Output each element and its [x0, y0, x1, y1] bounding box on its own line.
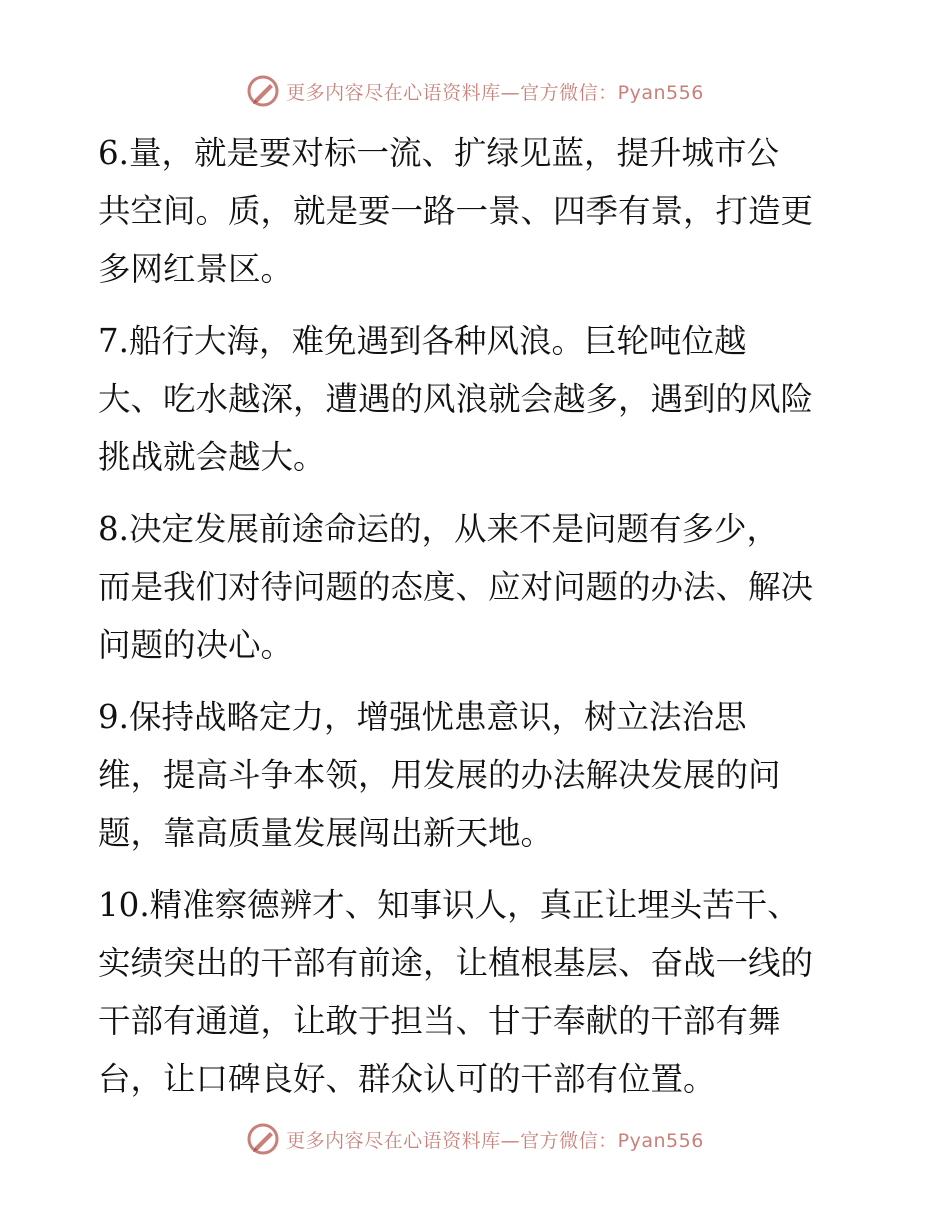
paragraph-8 — [98, 500, 858, 674]
pen-seal-icon — [246, 1122, 280, 1156]
text-line: 题，靠高质量发展闯出新天地。 — [98, 814, 554, 852]
paragraph-7 — [98, 312, 858, 486]
document-body — [98, 124, 858, 1122]
paragraph-10 — [98, 876, 858, 1108]
text-line: 实绩突出的干部有前途，让植根基层、奋战一线的 — [98, 944, 814, 982]
text-line: 9.保持战略定力，增强忧患意识，树立法治思 — [98, 698, 747, 736]
text-line: 大、吃水越深，遭遇的风浪就会越多，遇到的风险 — [98, 380, 814, 418]
text-line: 维，提高斗争本领，用发展的办法解决发展的问 — [98, 756, 781, 794]
paragraph-6 — [98, 124, 858, 298]
text-line: 挑战就会越大。 — [98, 438, 326, 476]
text-line: 7.船行大海，难免遇到各种风浪。巨轮吨位越 — [98, 322, 747, 360]
text-line: 8.决定发展前途命运的，从来不是问题有多少， — [98, 510, 780, 548]
watermark-text: 更多内容尽在心语资料库—官方微信：Pyan556 — [286, 1129, 704, 1152]
text-line: 台，让口碑良好、群众认可的干部有位置。 — [98, 1060, 716, 1098]
text-line: 多网红景区。 — [98, 250, 294, 288]
header-watermark — [0, 74, 950, 108]
text-line: 6.量，就是要对标一流、扩绿见蓝，提升城市公 — [98, 134, 780, 172]
footer-watermark — [0, 1122, 950, 1156]
text-line: 共空间。质，就是要一路一景、四季有景，打造更 — [98, 192, 814, 230]
pen-seal-icon — [246, 74, 280, 108]
text-line: 10.精准察德辨才、知事识人，真正让埋头苦干、 — [98, 886, 800, 924]
watermark-text: 更多内容尽在心语资料库—官方微信：Pyan556 — [286, 81, 704, 104]
paragraph-9 — [98, 688, 858, 862]
text-line: 问题的决心。 — [98, 626, 294, 664]
text-line: 而是我们对待问题的态度、应对问题的办法、解决 — [98, 568, 814, 606]
text-line: 干部有通道，让敢于担当、甘于奉献的干部有舞 — [98, 1002, 781, 1040]
